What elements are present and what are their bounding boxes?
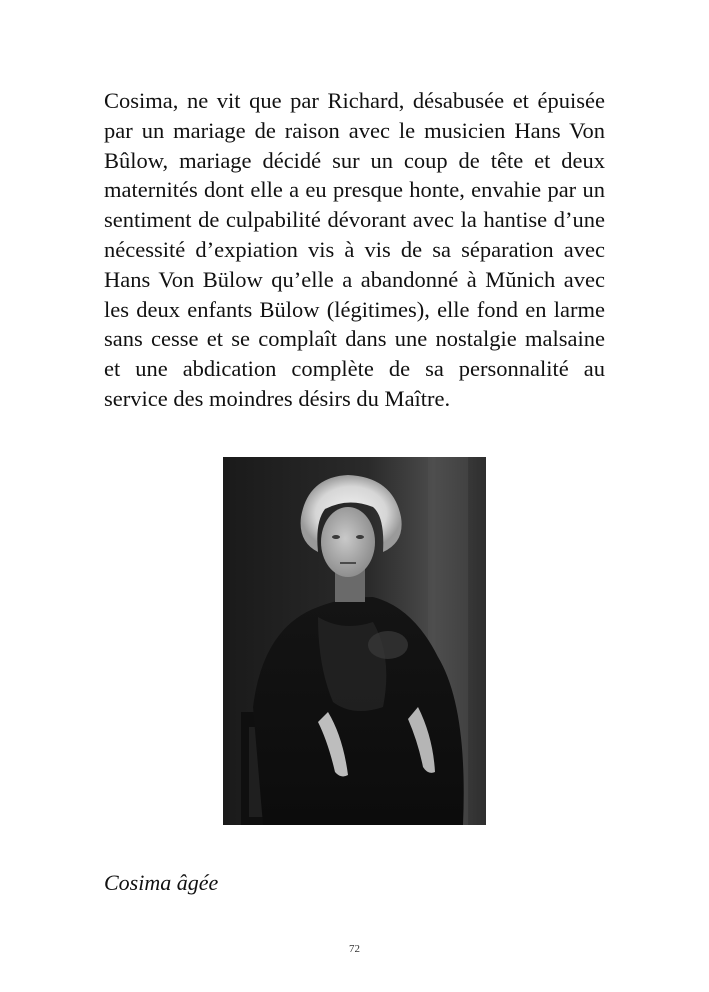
page-number: 72 — [349, 943, 360, 955]
portrait-photo — [223, 457, 486, 825]
portrait-image — [223, 457, 486, 825]
body-paragraph: Cosima, ne vit que par Richard, désabusée et épuisée par un mariage de raison avec le musicien Hans Von Bûlow, mariage décidé sur un coup de tête et deux maternités dont elle a eu presque honte, envahie par un sentiment de culpabilité dévorant avec la hantise d’une nécessité d’expiation vis à vis de sa séparation avec Hans Von Bülow qu’elle a abandonné à Mŭnich avec les deux enfants Bülow (légitimes), elle fond en larme sans cesse et se complaît dans une nostalgie malsaine et une abdication complète de sa personnalité au service des moindres désirs du Maître. — [104, 88, 605, 411]
photo-caption: Cosima âgée — [104, 870, 219, 895]
